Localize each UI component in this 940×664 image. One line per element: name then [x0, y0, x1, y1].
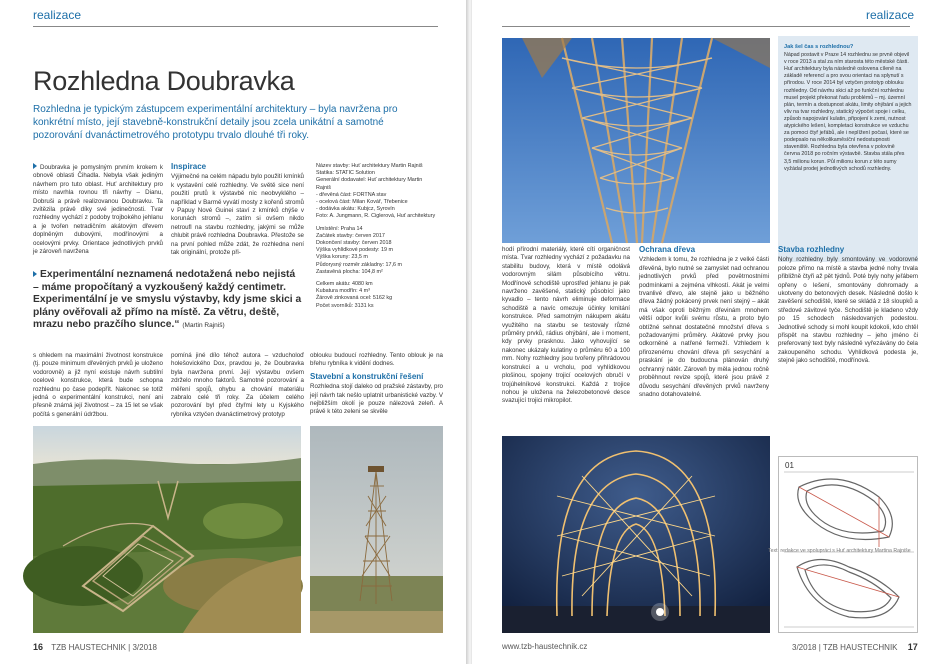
info-line: Počet svorníků: 3131 ks [316, 302, 374, 309]
left-col2-top [171, 163, 304, 255]
info-line: Název stavby: Huť architektury Martin Rajniš [316, 163, 423, 169]
left-col1-top [33, 163, 163, 255]
right-col1: hodí přírodní materiály, které cítí organičnost místa. Tvar rozhledny vychází z požadavku na stabilitu budovy, která v místě odolává vodorovným silám působícího větru. Modřínové schodiště uprostřed jehlanu je pak navrženo zavěšené, statický působící jako kyvadlo – tento návrh eliminuje deformace schodiště a navíc omezuje účinky kmitání konstrukce. Před samotným nákupem akátu využitého na stavbu se testovaly různé průměry prvků, rádius ohýbání, ale i moment, kdy prvky prasknou. Jako vyhovující se nakonec ukázaly kulatiny o průměru 60 a 100 mm. Nohy rozhledny jsou tvořeny přihrádovou konstrukcí a u vrcholu, pod vyhlídkovou plošinou, spojeny trojicí ocelových obručí v trojúhelníkové konstrukci. Každá z trojice nohou je uložena na železobetonové desce svazující trojici mikropilot. [502, 246, 630, 405]
body-text: Vzhledem k tomu, že rozhledna je z velké části dřevěná, bylo nutné se zamyslet nad ochranou jednotlivých prvků před povětrnostními podmínkami a zejména vlhkostí. Akát je velmi trvanlivé dřevo, ale stejně jako u běžného dřeva žádný pokácený prvek není stejný – akát má však oproti běžným dřevinám mnohem větší odpor kvůli svému růstu, a proto bylo obtížné sehnat dostatečné množství dřeva s požadovanými průměry. Akátové prvky jsou odkorněné a natřené fermeží. Vzhledem k přirozenému chování dřeva při sesychání a praskání je do budoucna plánován druhý ochranný nátěr. Zároveň by měla jednou ročně proběhnout revize spojů, které jsou právě z důvodu sesychání dřevěných prvků navrženy snadno dotahovatelné. [639, 256, 769, 398]
info-line: Generální dodavatel: Huť architektury Martin Rajniš [316, 177, 423, 191]
night-photo [502, 436, 770, 633]
tower-closeup-photo [502, 38, 770, 243]
body-text: Nohy rozhledny byly smontovány ve vodorovné poloze přímo na místě a stavba jedné nohy trvala přibližně čtyři až pět týdnů. Poté byly nohy jeřábem opřeny o lešení, smontovány dohromady a ukotveny do betonových desek. Následně došlo k zavěšení schodiště, které se skládá z 18 sloupků a středové závitové tyče. Schodiště je kladeno vždy po 15 schodech následovaných podestou. Jednotlivé schody si mohl koupit kdokoli, kdo chtěl přispět na stavbu rozhledny – jeho jméno či preferovaný text byly následně vyřezávány do čela zakoupeného schodu. Vyhlídková podesta je, stejně jako schodiště, modřínová. [778, 256, 918, 365]
info-line: Půdorysný rozměr základny: 17,6 m [316, 261, 402, 268]
info-line: Statika: STATIC Solution [316, 170, 375, 177]
drawing-label: 01 [785, 461, 794, 470]
footer-right [792, 642, 918, 652]
subheading-ochrana: Ochrana dřeva [639, 245, 696, 254]
left-col1-bottom: s ohledem na maximální životnost konstrukce (tj. pouze minimum dřevěných prvků je uloženo vodorovně) a již nyní existuje návrh subtilní ocelové konstrukce, která bude schopna rozhlednu po čase podepřít. Nakonec se totiž jedná o experimentální konstrukci, není ani přesně známá její životnost – za 15 let se však počítá s generální údržbou. [33, 352, 163, 418]
quote-marker-icon [33, 271, 37, 277]
left-page [0, 0, 468, 664]
info-line: - ocelová část: Milan Kovář, Třebenice [316, 199, 408, 206]
publication-name: TZB HAUSTECHNIK | 3/2018 [51, 643, 157, 652]
quote-text: Experimentální neznamená nedotažená nebo nejistá – máme propočítaný a vyzkoušený každý centimetr. Experimentální je ve smyslu výstavby, kdy jsme skici a plány ověřovali až přímo na místě. Za větru, deště, mrazu nebo prazčího slunce.“ [33, 269, 302, 331]
info-line: - dodávka akátu: Kubjcz, Syrovín [316, 206, 395, 213]
quote-author: (Martin Rajniš) [182, 322, 225, 330]
paragraph-marker-icon [33, 163, 37, 169]
tower-photo [310, 426, 443, 633]
header-rule [502, 26, 910, 27]
header-rule [33, 26, 438, 27]
info-line: Žárově zinkovaná ocel: 5162 kg [316, 295, 393, 302]
body-text: oblouku budoucí rozhledny. Tento oblouk je na břehu rybníka k vidění dodnes. [310, 352, 443, 368]
caption-text: Text: redakce ve spolupráci s Huť architektury Martina Rajniše [768, 548, 911, 554]
left-col2-bottom: pomíná jiné dílo téhož autora – vzducholoď holešovického Dox, pravdou je, že Doubravka byla navržena první. Její výstavbu ovšem zdrželo mnoho faktorů. Samotné pozorování a měření spojů, ohybu a chování materiálu zabralo celé tři roky. Za účelem celého pozorování byl před čtyřmi lety u Kyjského rybníka vztyčen dvanáctimetrový prototyp [171, 352, 304, 418]
section-label: realizace [866, 8, 915, 22]
page-number: 17 [907, 642, 918, 652]
article-lead: Rozhledna je typickým zástupcem experimentální architektury – byla navržena pro konkrétní místo, její stavebně-konstrukční detaily jsou zcela unikátní a samotné pozorování dvanáctimetrového prototypu trvalo dlouhé tři roky. [33, 104, 398, 141]
plan-drawing [778, 456, 918, 633]
section-label: realizace [33, 8, 82, 22]
right-col3 [778, 246, 918, 436]
subheading-inspirace: Inspirace [171, 162, 207, 171]
body-text: Doubravka je pomyslným prvním krokem k obnově oblasti Čihadla. Nebyla však jediným návrhem pro tuto oblast. Huť architektury pro místo navrhla rovnou tři návrhy – Dianu, Dobruši a právě realizovanou Doubravku. Ta zvítězila právě díky své jedinečnosti. Tvar rozhledny vychází z podoby trojbokého jehlanu a je tvořen netradičním akátovým dřevem doplněným dubovými, modřínovými a ocelovými prvky. Orientace jednotlivých prvků je zároveň navržena [33, 164, 163, 256]
info-line: - dřevěná část: FORTNA stav [316, 191, 387, 198]
body-text: Rozhledna stojí daleko od pražské zástavby, pro její návrh tak nešlo uplatnit urbanistické vazby. V nejbližším okolí je pouze nálezová zeleň. A právě k této zeleni se skvěle [310, 383, 443, 416]
info-line: Výška vyhlídkové podesty: 19 m [316, 247, 394, 254]
right-col2 [639, 246, 769, 432]
footer-url[interactable]: www.tzb-haustechnik.cz [502, 642, 588, 651]
pull-quote [33, 269, 303, 333]
info-line: Dokončení stavby: červen 2018 [316, 240, 392, 247]
info-line: Výška koruny: 23,5 m [316, 254, 368, 261]
sidebar-question: Jak šel čas s rozhlednou? [784, 44, 854, 50]
info-line: Umístění: Praha 14 [316, 225, 363, 232]
info-line: Zastavěná plocha: 104,8 m² [316, 268, 383, 275]
timeline-sidebar [778, 36, 918, 262]
info-line: Foto: A. Jungmann, R. Ciglerová, Huť architektury [316, 213, 436, 220]
article-title: Rozhledna Doubravka [33, 66, 295, 96]
left-col3-bottom [310, 352, 443, 426]
aerial-photo [33, 426, 301, 633]
footer-left [33, 642, 157, 652]
info-line: Kubatura modřín: 4 m³ [316, 288, 370, 295]
subheading-konstrukce: Stavební a konstrukční řešení [310, 371, 424, 381]
info-line: Začátek stavby: červen 2017 [316, 232, 385, 239]
info-line: Celkem akátu: 4080 km [316, 281, 373, 288]
body-text: Výjimečné na celém nápadu bylo použití kmínků k vystavění celé rozhledny. Ve světě sice není použití prutů k výstavbě nic neobvyklého – například v Barmě vyvátí mosty z kořenů stromů v Papuy Nové Guinei staví z kmínků chýše v korunách stromů –, zatím si ovšem nikdo netroufl na stavbu rozhledny, jakými se může chlubit právě rozhledna Doubravka. Přestože se na první pohled může zdát, že rozhledna není tak originální, protože při- [171, 173, 304, 257]
sidebar-text: Nápad postavit v Praze 14 rozhlednu se prvně objevil v roce 2013 a stal za ním starosta této městské části. Huť architektury byla následně oslovena cíleně na základě referencí a pro svou orientaci na splynutí s přírodou. V roce 2014 byl vztyčen prototyp oblouku rozhledny. Od návrhu skici až po funkční rozhlednu musel projekt překonat řadu problémů – mj. územní plán, termín a dostupnost akátu, limity ohýbání a jejich vliv na tvar rozhledny, statický výpočet spoje i celku, způsob napojování kulatin, připojení k zemi, nutnost atypického lešení, kompletaci konstrukce ve vzduchu za pomoci čtyř jeřábů, ale i neplížení počasí, které se podepsalo na několikaměsíční nedostupnosti staveniště. Rozhledna byla otevřena v polovině června 2018 po ročním výstavbě. Stavba stála přes 3,5 milionu korun. Půl milionu korun z této sumy vyžádal prodej jednotlivých schodů rozhledny. [784, 52, 912, 172]
right-page [472, 0, 940, 664]
publication-name: 3/2018 | TZB HAUSTECHNIK [792, 643, 898, 652]
subheading-stavba: Stavba rozhledny [778, 245, 845, 254]
info-box [316, 163, 436, 338]
page-number: 16 [33, 642, 44, 652]
